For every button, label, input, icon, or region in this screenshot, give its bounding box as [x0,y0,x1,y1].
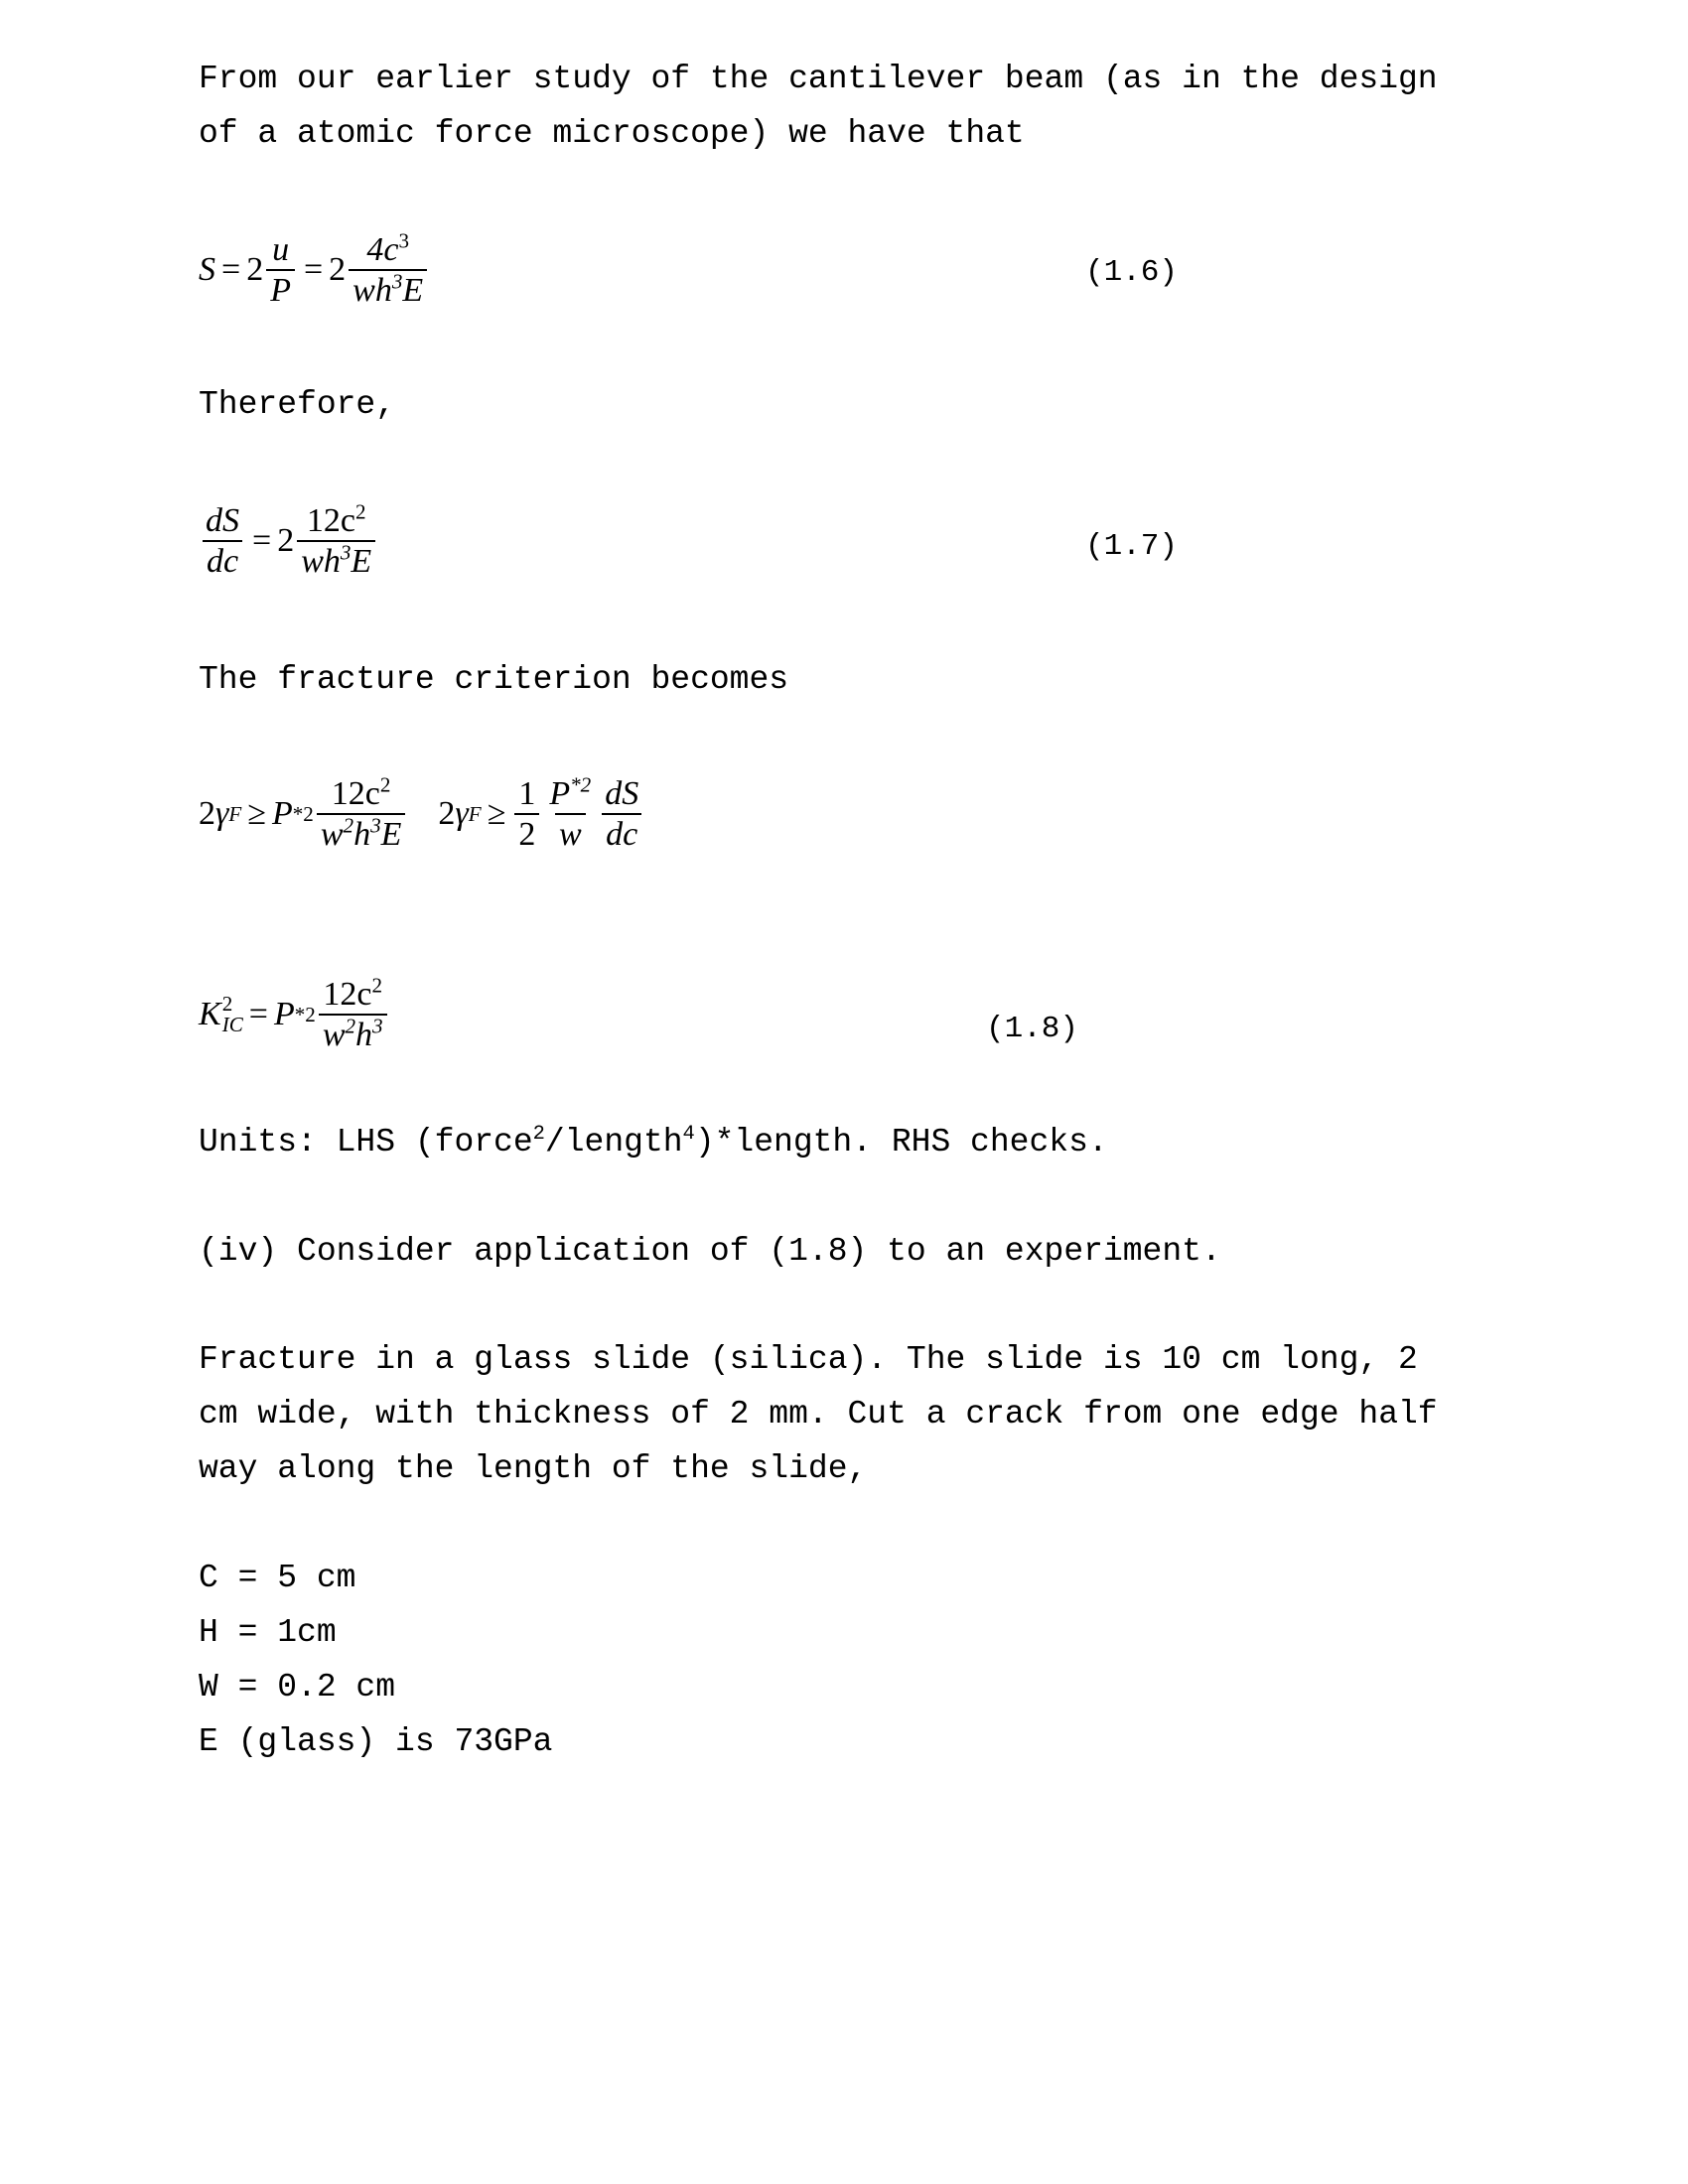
eq17-frac2 [297,501,375,581]
equals-sign: = [221,251,241,289]
eq16-frac2-num [362,230,413,269]
half-num: 1 [518,775,536,812]
eq16-frac1 [266,230,295,310]
eq16-num2-exp: 3 [398,228,409,253]
eq16-den2-base: wh [352,272,392,310]
value-e: E (glass) is 73GPa [199,1723,553,1760]
eq18-K-exp: 2 [221,992,233,1017]
values-list [199,1551,1509,1769]
eq17-frac2-num [303,501,370,540]
eq17-den2-E: E [351,543,372,581]
units-sup-2: 4 [682,1123,695,1146]
gamma-symbol: γ [215,795,229,833]
criterion-num-exp: 2 [379,772,391,797]
criterion-text: The fracture criterion becomes [199,661,789,698]
eq18-P: P [273,996,295,1033]
fracture-line-3: way along the length of the slide, [199,1450,868,1487]
eq16-frac2-den [349,269,427,310]
criterion-frac-num [328,774,395,813]
units-suffix: )*length. RHS checks. [694,1124,1108,1160]
eq16-coef1: 2 [246,251,264,289]
criterion-den-h-exp: 3 [370,813,381,838]
geq-symbol: ≥ [247,795,266,833]
eq16-coef2: 2 [329,251,347,289]
eq17-num2-exp: 2 [354,499,366,524]
fracture-line-2: cm wide, with thickness of 2 mm. Cut a crack from one edge half [199,1396,1438,1433]
eq16-den2-exp: 3 [391,269,403,294]
units-line [199,1115,1509,1169]
eq18-K: K [199,996,221,1033]
p-over-w-den: w [555,813,586,854]
eq16-num2-base: 4c [366,231,399,268]
eq18-K-sub: IC [221,1013,243,1037]
criterion-two: 2 [199,795,215,833]
ds-dc-frac [601,774,642,854]
criterion-two-b: 2 [438,795,456,833]
criterion-num-base: 12c [331,775,380,812]
eq17-den2-base: wh [301,543,341,581]
value-w: W = 0.2 cm [199,1669,396,1706]
equation-1-6 [199,230,430,310]
criterion-frac-den [317,813,406,854]
section-iv-line: (iv) Consider application of (1.8) to an experiment. [199,1233,1221,1270]
half-frac [514,774,539,854]
gamma-symbol-b: γ [455,795,469,833]
eq18-num-exp: 2 [371,973,383,998]
equation-number-1-7: (1.7) [1085,529,1179,564]
equals-sign: = [303,251,324,289]
p-over-w-frac [545,774,595,854]
eq18-den-w-exp: 2 [345,1014,356,1038]
fracture-paragraph [199,1332,1509,1496]
equation-1-7 [199,501,378,581]
eq17-num2-base: 12c [306,502,355,539]
equation-number-1-8: (1.8) [986,1012,1079,1046]
eq17-frac1 [202,501,243,581]
eq16-lhs: S [199,251,215,289]
criterion-equations: 2 γ F ≥ P *2 $\frac{12c^2}{w^2h^3E}$ 2 γ F ≥ $\frac{1}{2}$ $\frac{P^{*2}}{w}$ $\frac{dS}{dc}$ [199,774,645,854]
criterion-den-w-exp: 2 [343,813,354,838]
p-num-exp: *2 [570,772,592,797]
intro-paragraph [199,52,1509,161]
value-c: C = 5 cm [199,1560,356,1596]
eq17-frac1-den: dc [203,540,242,581]
eq16-frac2 [349,230,427,310]
criterion-den-w: w [320,816,344,854]
eq18-frac-num [319,975,386,1014]
eq16-den2-E: E [402,272,424,310]
criterion-frac [317,774,406,854]
equals-sign: = [252,522,272,560]
intro-line-2: of a atomic force microscope) we have that [199,115,1025,152]
eq18-den-h-exp: 3 [372,1014,383,1038]
half-den: 2 [514,813,539,854]
eq17-den2-exp: 3 [340,540,352,565]
equation-number-1-6: (1.6) [1085,255,1179,290]
criterion-P: P [271,795,293,833]
eq18-num-base: 12c [323,976,372,1013]
intro-line-1: From our earlier study of the cantilever beam (as in the design [199,61,1438,97]
eq17-coef: 2 [277,522,295,560]
eq17-frac2-den [297,540,375,581]
ds-num: dS [605,775,639,812]
eq18-K-scripts [222,994,243,1035]
criterion-den-h: h [353,816,371,854]
eq18-frac-den [319,1014,387,1054]
p-num-base: P [549,775,571,812]
eq16-frac1-num: u [272,231,290,268]
units-prefix: Units: LHS (force [199,1124,533,1160]
eq18-den-w: w [322,1017,346,1054]
eq17-frac1-num: dS [206,502,239,539]
value-h: H = 1cm [199,1614,337,1651]
criterion-den-E: E [380,816,402,854]
dc-den: dc [602,813,641,854]
units-mid: /length [544,1124,683,1160]
eq16-frac1-den: P [266,269,295,310]
equals-sign: = [248,996,268,1033]
units-sup-1: 2 [532,1123,545,1146]
eq18-den-h: h [355,1017,373,1054]
fracture-line-1: Fracture in a glass slide (silica). The slide is 10 cm long, 2 [199,1341,1418,1378]
therefore-text: Therefore, [199,386,396,423]
eq18-frac [319,975,387,1054]
geq-symbol-b: ≥ [487,795,506,833]
equation-1-8: K 2 IC = P *2 $\frac{12c^2}{w^2h^3}$ [199,975,390,1054]
p-over-w-num [545,774,595,813]
